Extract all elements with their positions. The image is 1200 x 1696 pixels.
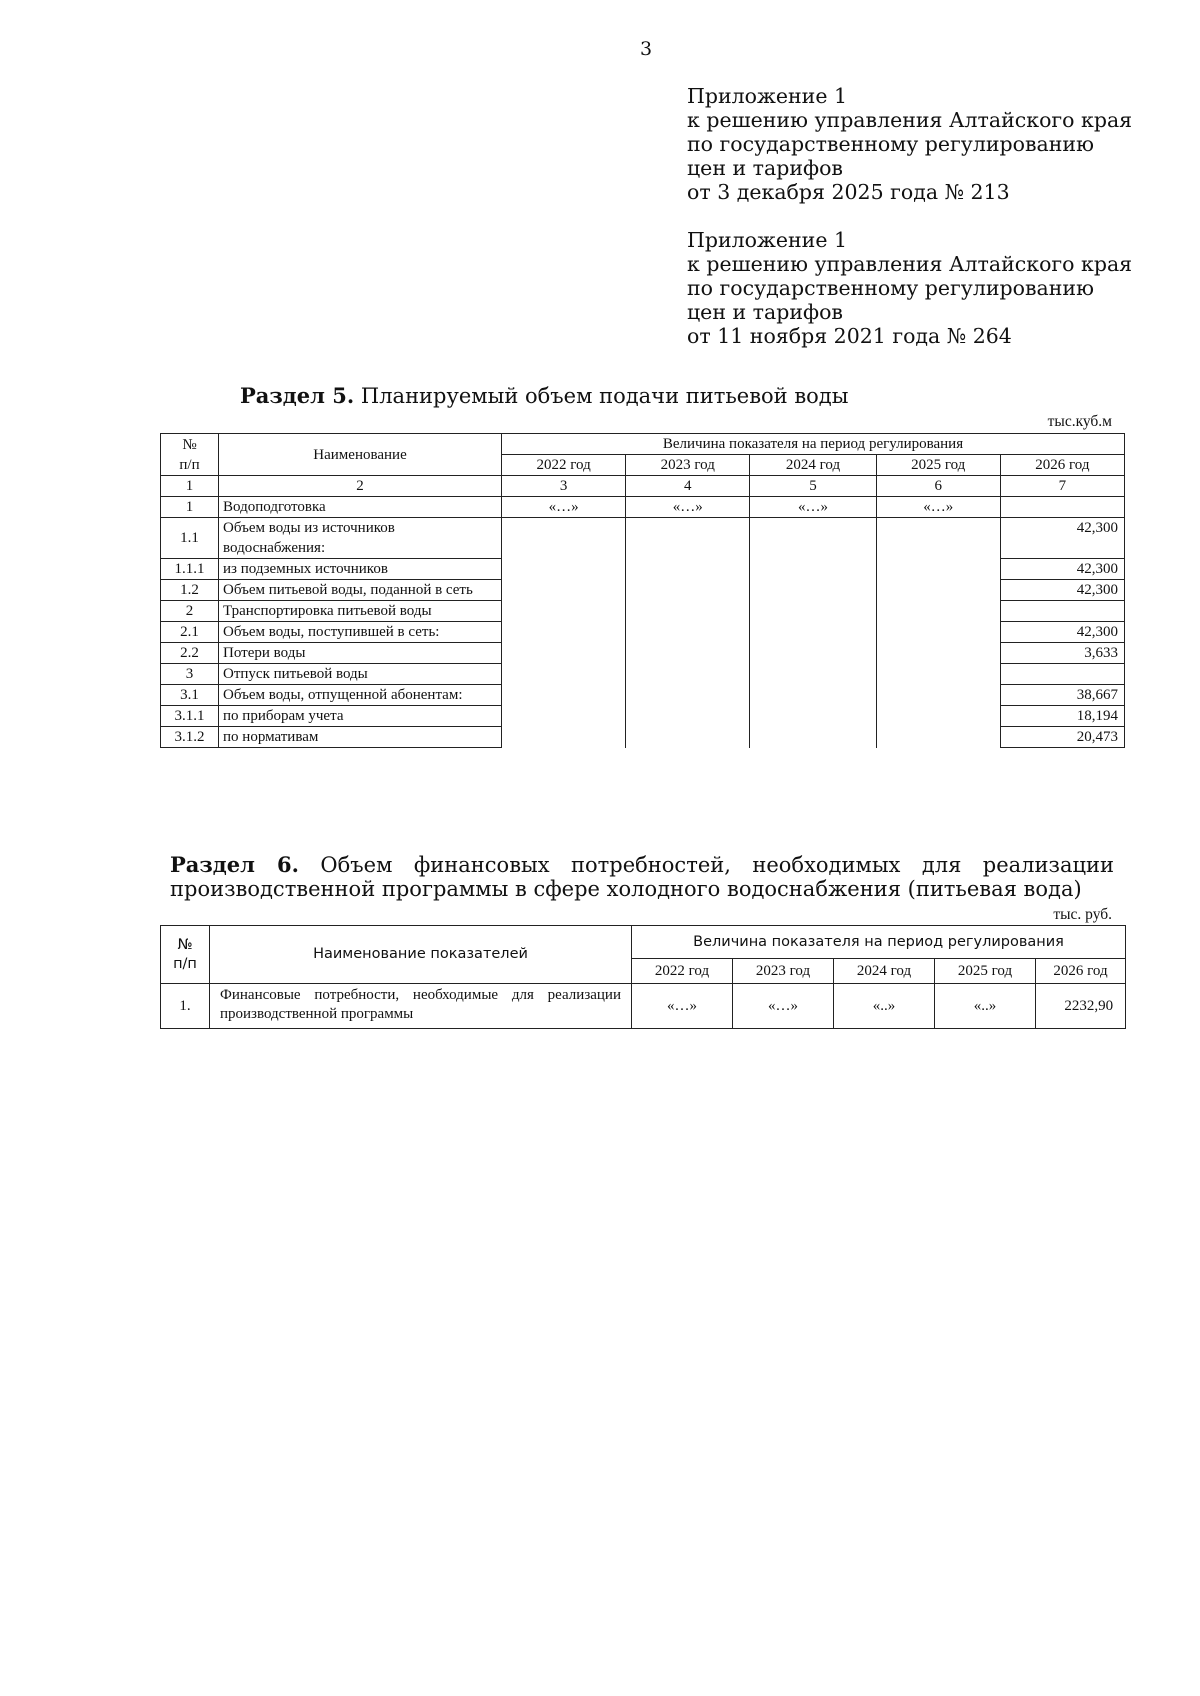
column-number: 6 — [876, 476, 1000, 497]
header-year-cell: 2025 год — [935, 959, 1036, 984]
header-num-cell — [161, 926, 210, 984]
column-number: 4 — [626, 476, 750, 497]
row-name: из подземных источников — [219, 559, 502, 580]
row-name: по нормативам — [219, 727, 502, 748]
row-name: Водоподготовка — [219, 497, 502, 518]
row-value — [1000, 497, 1124, 518]
row-value-2026: 18,194 — [1000, 706, 1124, 727]
header-period-cell: Величина показателя на период регулирования — [632, 926, 1126, 959]
header-period-cell: Величина показателя на период регулирования — [502, 434, 1125, 455]
header-num-label2: п/п — [179, 456, 200, 473]
header-num-label: № — [177, 936, 193, 953]
appendix-line: по государственному регулированию — [687, 276, 1094, 300]
row-value: «..» — [935, 984, 1036, 1029]
row-num: 2 — [161, 601, 219, 622]
section6-heading-line1 — [170, 853, 1114, 877]
header-year-cell: 2025 год — [876, 455, 1000, 476]
row-value: «…» — [632, 984, 733, 1029]
row-name: Объем воды, отпущенной абонентам: — [219, 685, 502, 706]
header-year-cell: 2022 год — [502, 455, 626, 476]
row-value: «..» — [834, 984, 935, 1029]
row-value: «…» — [750, 497, 876, 518]
row-num: 3 — [161, 664, 219, 685]
column-number: 2 — [219, 476, 502, 497]
column-number: 5 — [750, 476, 876, 497]
page-number: 3 — [640, 38, 653, 60]
section5-table — [160, 433, 1125, 748]
header-num-cell — [161, 434, 219, 476]
section5-heading — [240, 383, 848, 408]
section6-table — [160, 925, 1126, 1029]
header-name-cell: Наименование — [219, 434, 502, 476]
row-name: Объем воды из источников водоснабжения: — [219, 518, 502, 559]
appendix-line: по государственному регулированию — [687, 132, 1094, 156]
header-num-label: № — [182, 436, 197, 453]
row-value: «…» — [626, 497, 750, 518]
header-name-cell: Наименование показателей — [210, 926, 632, 984]
row-value-2026: 42,300 — [1000, 559, 1124, 580]
row-value-2026: 42,300 — [1000, 518, 1124, 559]
empty-value-column — [626, 518, 750, 748]
section6-title-line2: производственной программы в сфере холодного водоснабжения (питьевая вода) — [170, 877, 1082, 901]
table-header-row — [161, 434, 1125, 455]
row-num: 2.2 — [161, 643, 219, 664]
appendix-title: Приложение 1 — [687, 84, 848, 108]
header-year-cell: 2026 год — [1036, 959, 1126, 984]
row-num: 2.1 — [161, 622, 219, 643]
appendix-line: от 3 декабря 2025 года № 213 — [687, 180, 1010, 204]
section5-title: Планируемый объем подачи питьевой воды — [360, 384, 849, 408]
row-num: 1.1 — [161, 518, 219, 559]
table-row — [161, 518, 1125, 559]
table-row — [161, 984, 1126, 1029]
row-name: Транспортировка питьевой воды — [219, 601, 502, 622]
row-num: 1. — [161, 984, 210, 1029]
empty-value-column — [876, 518, 1000, 748]
table-row — [161, 497, 1125, 518]
row-name: Финансовые потребности, необходимые для реализации производственной программы — [210, 984, 632, 1029]
empty-value-column — [750, 518, 876, 748]
header-year-cell: 2026 год — [1000, 455, 1124, 476]
row-name: Отпуск питьевой воды — [219, 664, 502, 685]
table-header-row — [161, 926, 1126, 959]
row-num: 1.1.1 — [161, 559, 219, 580]
section6-unit: тыс. руб. — [1053, 906, 1112, 923]
row-value-2026: 38,667 — [1000, 685, 1124, 706]
appendix-title: Приложение 1 — [687, 228, 848, 252]
header-year-cell: 2024 год — [834, 959, 935, 984]
row-num: 1 — [161, 497, 219, 518]
row-value-2026: 42,300 — [1000, 580, 1124, 601]
row-value: «…» — [876, 497, 1000, 518]
row-value-2026: 42,300 — [1000, 622, 1124, 643]
row-value-2026 — [1000, 601, 1124, 622]
row-num: 1.2 — [161, 580, 219, 601]
row-num: 3.1.2 — [161, 727, 219, 748]
column-number: 1 — [161, 476, 219, 497]
empty-value-column — [502, 518, 626, 748]
row-value-2026: 2232,90 — [1036, 984, 1126, 1029]
row-value: «…» — [733, 984, 834, 1029]
row-num: 3.1 — [161, 685, 219, 706]
header-year-cell: 2022 год — [632, 959, 733, 984]
row-value-2026: 3,633 — [1000, 643, 1124, 664]
row-value: «…» — [502, 497, 626, 518]
section5-label: Раздел 5. — [240, 383, 355, 408]
column-number: 3 — [502, 476, 626, 497]
row-value-2026 — [1000, 664, 1124, 685]
row-num: 3.1.1 — [161, 706, 219, 727]
appendix-line: к решению управления Алтайского края — [687, 108, 1133, 132]
appendix-line: цен и тарифов — [687, 300, 843, 324]
column-number: 7 — [1000, 476, 1124, 497]
section6-title-line1: Объем финансовых потребностей, необходимых для реализации — [320, 853, 1114, 877]
row-name: по приборам учета — [219, 706, 502, 727]
header-year-cell: 2024 год — [750, 455, 876, 476]
row-value-2026: 20,473 — [1000, 727, 1124, 748]
appendix-block-current — [687, 84, 1132, 204]
appendix-line: от 11 ноября 2021 года № 264 — [687, 324, 1012, 348]
appendix-line: к решению управления Алтайского края — [687, 252, 1133, 276]
appendix-block-original — [687, 228, 1132, 348]
column-number-row — [161, 476, 1125, 497]
header-year-cell: 2023 год — [626, 455, 750, 476]
section5-unit: тыс.куб.м — [1047, 413, 1112, 430]
section6-heading — [170, 853, 1114, 901]
row-name: Объем воды, поступившей в сеть: — [219, 622, 502, 643]
header-year-cell: 2023 год — [733, 959, 834, 984]
header-num-label2: п/п — [173, 955, 197, 972]
section6-label: Раздел 6. — [170, 852, 299, 877]
row-name: Объем питьевой воды, поданной в сеть — [219, 580, 502, 601]
row-name: Потери воды — [219, 643, 502, 664]
appendix-line: цен и тарифов — [687, 156, 843, 180]
